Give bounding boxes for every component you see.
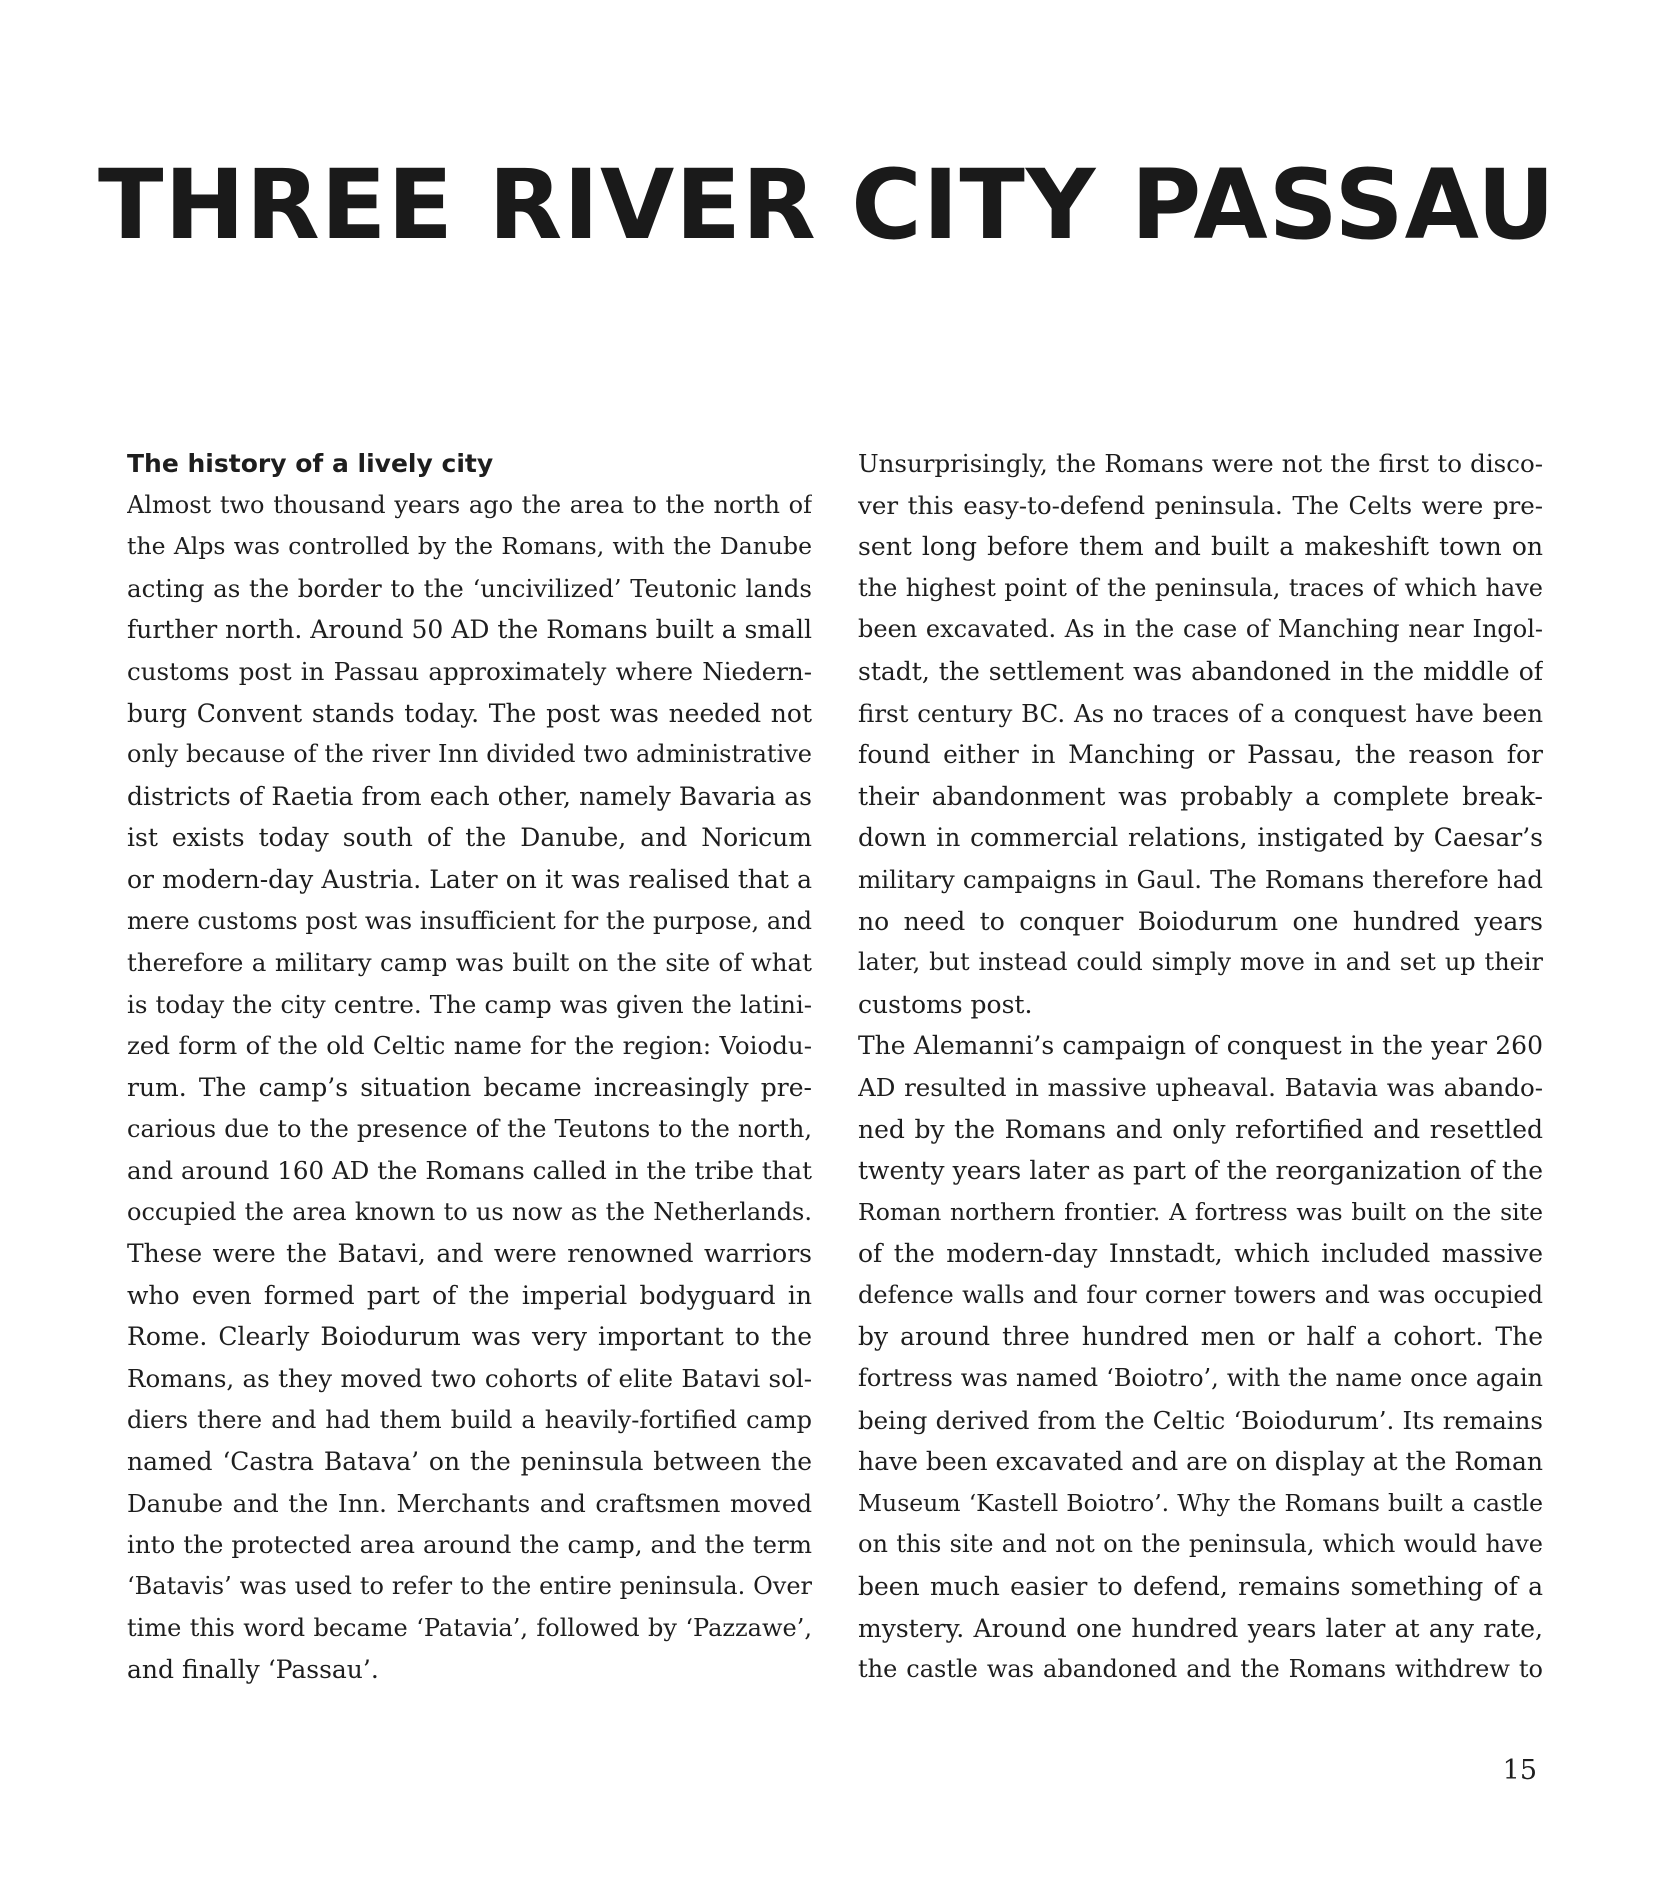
text-line: occupied the area known to us now as the Netherlands. [127,1197,812,1226]
text-line: burg Convent stands today. The post was needed not [127,698,812,728]
text-line: the highest point of the peninsula, traces of which have [858,573,1543,602]
text-line: twenty years later as part of the reorganization of the [858,1156,1543,1186]
text-line: mystery. Around one hundred years later at any rate, [858,1613,1543,1643]
text-line: ist exists today south of the Danube, and Noricum [127,823,812,853]
text-line: is today the city centre. The camp was given the latini- [127,989,812,1019]
text-line: defence walls and four corner towers and was occupied [858,1280,1543,1309]
text-line: further north. Around 50 AD the Romans built a small [127,615,812,645]
text-line: been excavated. As in the case of Manching near Ingol- [858,615,1543,644]
text-line: on this site and not on the peninsula, which would have [858,1530,1543,1559]
text-line: the castle was abandoned and the Romans withdrew to [858,1655,1543,1684]
text-line: found either in Manching or Passau, the reason for [858,740,1543,770]
text-line: ver this easy-to-defend peninsula. The Celts were pre- [858,490,1543,520]
text-line: acting as the border to the ‘uncivilized’ Teutonic lands [127,573,812,603]
text-line: customs post in Passau approximately where Niedern- [127,656,812,686]
text-line: been much easier to defend, remains something of a [858,1572,1543,1602]
text-line: the Alps was controlled by the Romans, with the Danube [127,532,812,561]
text-line: or modern-day Austria. Later on it was realised that a [127,864,812,894]
text-line: Romans, as they moved two cohorts of elite Batavi sol- [127,1364,812,1394]
text-line: down in commercial relations, instigated by Caesar’s [858,823,1543,853]
text-line: being derived from the Celtic ‘Boiodurum’. Its remains [858,1405,1543,1435]
right-column [858,443,1543,1691]
section-heading: The history of a lively city [127,449,494,478]
text-line: zed form of the old Celtic name for the region: Voiodu- [127,1031,812,1061]
text-line: diers there and had them build a heavily-fortified camp [127,1405,812,1434]
text-line: of the modern-day Innstadt, which included massive [858,1239,1543,1269]
text-line: therefore a military camp was built on the site of what [127,948,812,978]
text-line: Museum ‘Kastell Boiotro’. Why the Romans built a castle [858,1488,1543,1517]
text-line: have been excavated and are on display at the Roman [858,1447,1543,1477]
text-line: rum. The camp’s situation became increasingly pre- [127,1072,812,1102]
text-line: military campaigns in Gaul. The Romans therefore had [858,864,1543,894]
text-line: Roman northern frontier. A fortress was built on the site [858,1197,1543,1226]
text-line: by around three hundred men or half a cohort. The [858,1322,1543,1352]
text-line: Almost two thousand years ago the area to the north of [127,490,812,519]
text-line: Rome. Clearly Boiodurum was very important to the [127,1322,812,1352]
text-line: mere customs post was insufficient for the purpose, and [127,906,812,935]
text-line: later, but instead could simply move in and set up their [858,948,1543,977]
text-line: These were the Batavi, and were renowned warriors [127,1239,812,1269]
text-line: into the protected area around the camp, and the term [127,1530,812,1560]
text-line: their abandonment was probably a complete break- [858,781,1543,811]
text-line: no need to conquer Boiodurum one hundred years [858,906,1543,936]
page-number: 15 [1502,1755,1537,1786]
text-line: ‘Batavis’ was used to refer to the entire peninsula. Over [127,1572,812,1601]
text-line: time this word became ‘Patavia’, followed by ‘Pazzawe’, [127,1613,812,1642]
text-line: first century BC. As no traces of a conquest have been [858,698,1543,728]
text-line: Danube and the Inn. Merchants and craftsmen moved [127,1488,812,1518]
text-line: AD resulted in massive upheaval. Batavia was abando- [858,1072,1543,1102]
text-line: customs post. [858,989,1033,1019]
text-line: carious due to the presence of the Teutons to the north, [127,1114,812,1143]
text-line: stadt, the settlement was abandoned in the middle of [858,656,1543,686]
text-line: who even formed part of the imperial bodyguard in [127,1280,812,1310]
text-line: ned by the Romans and only refortified and resettled [858,1114,1543,1144]
text-line: districts of Raetia from each other, namely Bavaria as [127,781,812,811]
left-column [127,443,812,1691]
text-line: sent long before them and built a makeshift town on [858,532,1543,562]
text-line: named ‘Castra Batava’ on the peninsula between the [127,1447,812,1477]
text-line: and finally ‘Passau’. [127,1655,379,1685]
text-line: and around 160 AD the Romans called in the tribe that [127,1156,812,1186]
text-line: fortress was named ‘Boiotro’, with the name once again [858,1364,1543,1393]
page-title: THREE RIVER CITY PASSAU [98,149,1556,261]
text-line: Unsurprisingly, the Romans were not the first to disco- [858,449,1543,478]
text-line: The Alemanni’s campaign of conquest in the year 260 [858,1031,1543,1061]
text-line: only because of the river Inn divided two administrative [127,740,812,769]
